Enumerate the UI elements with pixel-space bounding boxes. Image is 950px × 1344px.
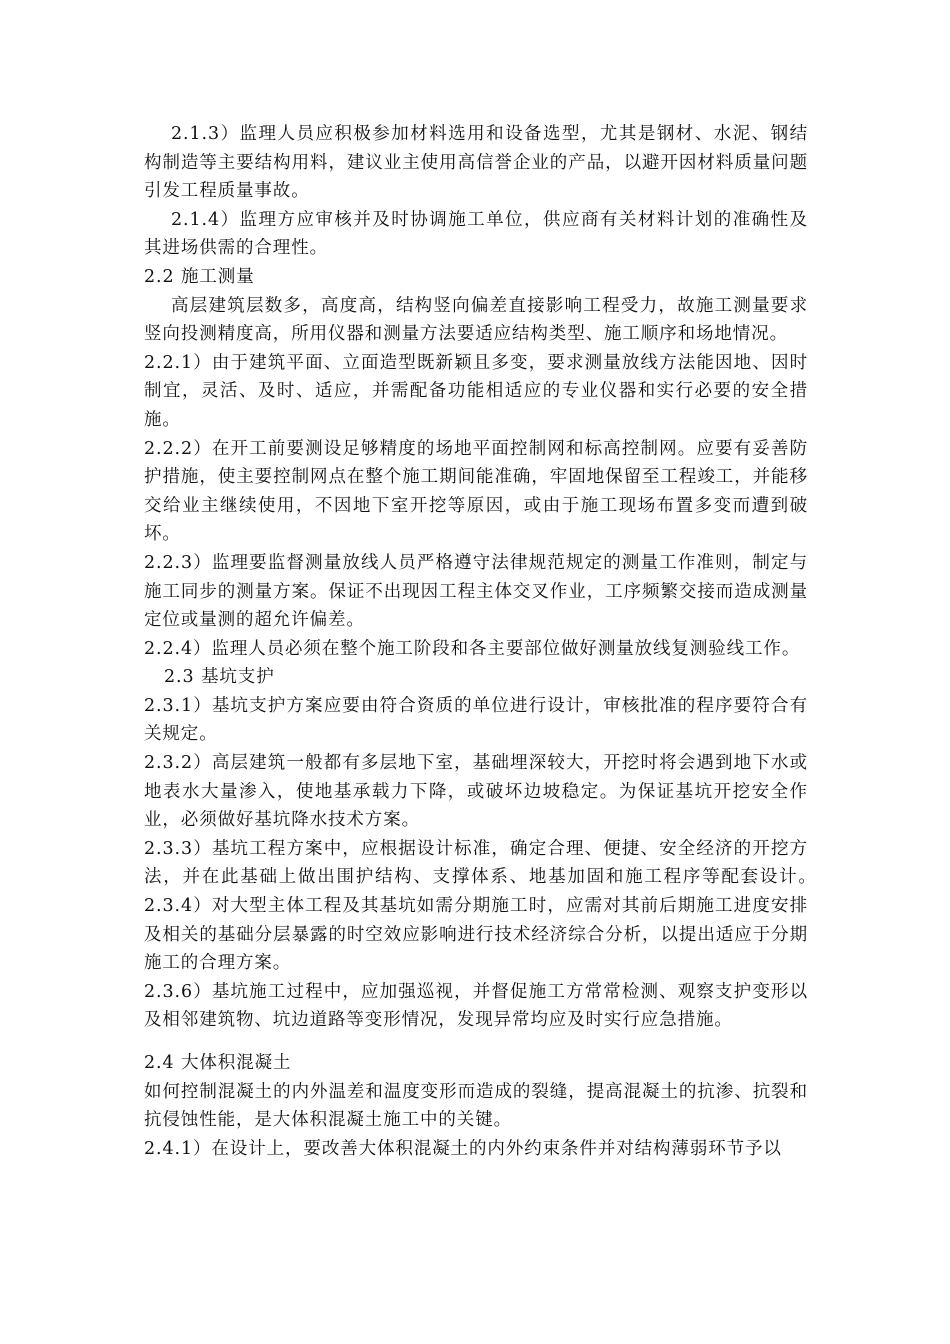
paragraph-2-4-1: 2.4.1）在设计上，要改善大体积混凝土的内外约束条件并对结构薄弱环节予以 (144, 1138, 782, 1159)
paragraph-2-3-2: 2.3.2）高层建筑一般都有多层地下室，基础埋深较大，开挖时将会遇到地下水或地表水大量渗入，使地基承载力下降，或破坏边坡稳定。为保证基坑开挖安全作业，必须做好基坑降水技术方案。 (144, 753, 808, 831)
paragraph-2-3-1: 2.3.1）基坑支护方案应要由符合资质的单位进行设计，审核批准的程序要符合有关规定。 (144, 695, 808, 745)
paragraph-2-4-intro: 如何控制混凝土的内外温差和温度变形而造成的裂缝，提高混凝土的抗渗、抗裂和抗侵蚀性能，是大体积混凝土施工中的关键。 (144, 1081, 808, 1131)
paragraph-2-3-6: 2.3.6）基坑施工过程中，应加强巡视，并督促施工方常常检测、观察支护变形以及相邻建筑物、坑边道路等变形情况，发现异常均应及时实行应急措施。 (144, 981, 808, 1031)
paragraph-2-2-4: 2.2.4）监理人员必须在整个施工阶段和各主要部位做好测量放线复测验线工作。 (144, 638, 801, 659)
paragraph-2-2-intro: 高层建筑层数多，高度高，结构竖向偏差直接影响工程受力，故施工测量要求竖向投测精度高，所用仪器和测量方法要适应结构类型、施工顺序和场地情况。 (144, 295, 808, 345)
section-heading-2-3: 2.3 基坑支护 (164, 667, 275, 688)
paragraph-2-1-4: 2.1.4）监理方应审核并及时协调施工单位，供应商有关材料计划的准确性及其进场供需的合理性。 (144, 209, 808, 259)
paragraph-2-2-1: 2.2.1）由于建筑平面、立面造型既新颖且多变，要求测量放线方法能因地、因时制宜，灵活、及时、适应，并需配备功能相适应的专业仪器和实行必要的安全措施。 (144, 352, 808, 430)
paragraph-2-2-2: 2.2.2）在开工前要测设足够精度的场地平面控制网和标高控制网。应要有妥善防护措施，使主要控制网点在整个施工期间能准确，牢固地保留至工程竣工，并能移交给业主继续使用，不因地下室开挖等原因，或由于施工现场布置多变而遭到破坏。 (144, 438, 808, 545)
document-body (144, 120, 833, 1163)
paragraph-2-3-3-and-2-3-4: 2.3.3）基坑工程方案中，应根据设计标准，确定合理、便捷、安全经济的开挖方法，并在此基础上做出围护结构、支撑体系、地基加固和施工程序等配套设计。 2.3.4）对大型主体工程及其基坑如需分期施工时，应需对其前后期施工进度安排及相关的基础分层暴露的时空效应影响进行技术经济综合分析，以提出适应于分期施工的合理方案。 (144, 838, 833, 974)
paragraph-2-2-3: 2.2.3）监理要监督测量放线人员严格遵守法律规范规定的测量工作准则，制定与施工同步的测量方案。保证不出现因工程主体交叉作业，工序频繁交接而造成测量定位或量测的超允许偏差。 (144, 552, 808, 631)
paragraph-2-1-3: 2.1.3）监理人员应积极参加材料选用和设备选型，尤其是钢材、水泥、钢结构制造等主要结构用料，建议业主使用高信誉企业的产品，以避开因材料质量问题引发工程质量事故。 (144, 124, 808, 202)
section-spacer (144, 1035, 808, 1049)
section-heading-2-4: 2.4 大体积混凝土 (144, 1053, 292, 1073)
section-heading-2-2: 2.2 施工测量 (144, 266, 255, 287)
